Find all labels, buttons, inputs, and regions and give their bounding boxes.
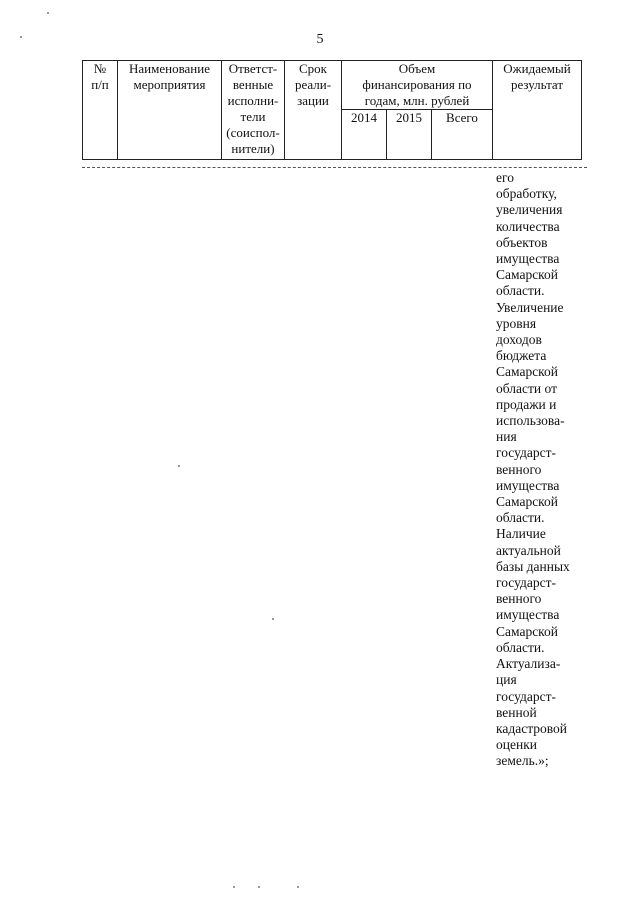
header-col-name: Наименование мероприятия	[118, 61, 222, 160]
scan-speck	[272, 618, 274, 620]
table-continuation-line	[82, 167, 587, 168]
header-col-responsible: Ответст- венные исполни- тели (соиспол- нители)	[222, 61, 285, 160]
header-col-funding: Объем финансирования по годам, млн. рублей	[342, 61, 493, 110]
expected-result-text: его обработку, увеличения количества объектов имущества Самарской области. Увеличение уровня доходов бюджета Самарской области от продажи и использова- ния государст- венного имущества Самарской области. Наличие актуальной базы данных государст- венного имущества Самарской области. Актуализа- ция государст- венной кадастровой оценки земель.»;	[496, 170, 570, 769]
scan-speck	[233, 886, 235, 888]
page-number: 5	[316, 32, 324, 47]
header-col-number: № п/п	[83, 61, 118, 160]
scan-speck	[20, 36, 22, 38]
scan-speck	[47, 12, 49, 14]
table-header	[82, 60, 582, 160]
header-col-term: Срок реали- зации	[285, 61, 342, 160]
scan-speck	[258, 886, 260, 888]
header-col-result: Ожидаемый результат	[493, 61, 582, 160]
scan-speck	[178, 465, 180, 467]
header-col-total: Всего	[432, 110, 493, 160]
scan-speck	[297, 886, 299, 888]
header-year-2015: 2015	[387, 110, 432, 160]
header-year-2014: 2014	[342, 110, 387, 160]
